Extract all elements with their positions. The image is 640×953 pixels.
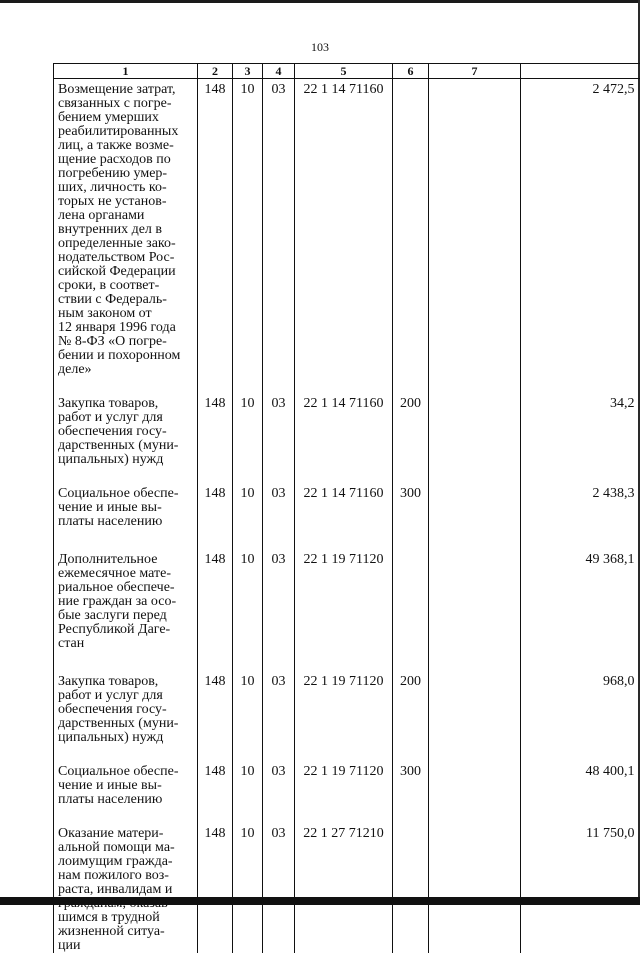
section-code-cell: 10 <box>233 761 263 823</box>
item-name-line: обеспечения госу- <box>58 703 195 717</box>
amount-cell: 48 400,1 <box>521 761 640 823</box>
subsection-code-cell: 03 <box>263 671 295 761</box>
item-name-line: внутренних дел в <box>58 223 195 237</box>
item-name-line: № 8-ФЗ «О погре- <box>58 335 195 349</box>
table-row <box>54 79 640 394</box>
item-name-line: лена органами <box>58 209 195 223</box>
subsection-code-cell: 03 <box>263 823 295 953</box>
item-name-line: работ и услуг для <box>58 411 195 425</box>
ministry-code-cell: 148 <box>198 761 233 823</box>
table-row <box>54 483 640 549</box>
target-article-cell: 22 1 14 71160 <box>295 483 393 549</box>
amount-cell: 11 750,0 <box>521 823 640 953</box>
expense-type-cell: 200 <box>393 671 429 761</box>
item-name-line: торых не установ- <box>58 195 195 209</box>
amount-cell: 49 368,1 <box>521 549 640 671</box>
section-code-cell: 10 <box>233 549 263 671</box>
header-col-1: 1 <box>54 64 198 79</box>
item-name-line: гражданам, оказав- <box>58 897 195 911</box>
header-col-6: 6 <box>393 64 429 79</box>
item-name-line: Закупка товаров, <box>58 675 195 689</box>
item-name-line: сроки, в соответ- <box>58 279 195 293</box>
item-name-line: связанных с погре- <box>58 97 195 111</box>
ministry-code-cell: 148 <box>198 483 233 549</box>
expense-type-cell <box>393 549 429 671</box>
table-row <box>54 549 640 671</box>
target-article-cell: 22 1 14 71160 <box>295 393 393 483</box>
item-name-line: ших, личность ко- <box>58 181 195 195</box>
item-name-line: бением умерших <box>58 111 195 125</box>
ministry-code-cell: 148 <box>198 393 233 483</box>
item-name-line: ципальных) нужд <box>58 453 195 467</box>
subsection-code-cell: 03 <box>263 761 295 823</box>
ministry-code-cell: 148 <box>198 79 233 394</box>
col7-cell <box>429 549 521 671</box>
target-article-cell: 22 1 14 71160 <box>295 79 393 394</box>
item-name-cell <box>54 393 198 483</box>
item-name-line: лиц, а также возме- <box>58 139 195 153</box>
subsection-code-cell: 03 <box>263 483 295 549</box>
item-name-line: ным законом от <box>58 307 195 321</box>
subsection-code-cell: 03 <box>263 549 295 671</box>
item-name-line: жизненной ситуа- <box>58 925 195 939</box>
item-name-line: платы населению <box>58 515 195 529</box>
target-article-cell: 22 1 19 71120 <box>295 671 393 761</box>
item-name-line: чение и иные вы- <box>58 779 195 793</box>
page-number: 103 <box>0 40 640 55</box>
item-name-line: платы населению <box>58 793 195 807</box>
item-name-line: Дополнительное <box>58 553 195 567</box>
item-name-line: Закупка товаров, <box>58 397 195 411</box>
item-name-cell <box>54 823 198 953</box>
item-name-line: сийской Федерации <box>58 265 195 279</box>
table-row <box>54 671 640 761</box>
section-code-cell: 10 <box>233 823 263 953</box>
item-name-line: дарственных (муни- <box>58 717 195 731</box>
item-name-line: стан <box>58 637 195 651</box>
item-name-cell <box>54 761 198 823</box>
item-name-line: определенные зако- <box>58 237 195 251</box>
section-code-cell: 10 <box>233 671 263 761</box>
subsection-code-cell: 03 <box>263 393 295 483</box>
col7-cell <box>429 393 521 483</box>
header-row <box>54 64 640 79</box>
table-row <box>54 761 640 823</box>
expense-type-cell: 200 <box>393 393 429 483</box>
item-name-cell <box>54 671 198 761</box>
item-name-line: ние граждан за осо- <box>58 595 195 609</box>
item-name-line: чение и иные вы- <box>58 501 195 515</box>
budget-table <box>53 63 640 953</box>
section-code-cell: 10 <box>233 483 263 549</box>
item-name-line: щение расходов по <box>58 153 195 167</box>
item-name-line: Возмещение затрат, <box>58 83 195 97</box>
ministry-code-cell: 148 <box>198 549 233 671</box>
expense-type-cell <box>393 79 429 394</box>
item-name-line: ежемесячное мате- <box>58 567 195 581</box>
item-name-line: шимся в трудной <box>58 911 195 925</box>
item-name-line: раста, инвалидам и <box>58 883 195 897</box>
item-name-line: реабилитированных <box>58 125 195 139</box>
amount-cell: 2 438,3 <box>521 483 640 549</box>
expense-type-cell: 300 <box>393 761 429 823</box>
item-name-line: Социальное обеспе- <box>58 487 195 501</box>
amount-cell: 34,2 <box>521 393 640 483</box>
subsection-code-cell: 03 <box>263 79 295 394</box>
header-col-4: 4 <box>263 64 295 79</box>
item-name-line: ции <box>58 939 195 953</box>
item-name-line: нодательством Рос- <box>58 251 195 265</box>
header-col-2: 2 <box>198 64 233 79</box>
item-name-line: нам пожилого воз- <box>58 869 195 883</box>
col7-cell <box>429 79 521 394</box>
item-name-line: альной помощи ма- <box>58 841 195 855</box>
target-article-cell: 22 1 19 71120 <box>295 761 393 823</box>
header-col-3: 3 <box>233 64 263 79</box>
item-name-line: ствии с Федераль- <box>58 293 195 307</box>
col7-cell <box>429 761 521 823</box>
item-name-line: погребению умер- <box>58 167 195 181</box>
col7-cell <box>429 671 521 761</box>
ministry-code-cell: 148 <box>198 671 233 761</box>
item-name-cell <box>54 483 198 549</box>
item-name-cell <box>54 79 198 394</box>
item-name-line: бые заслуги перед <box>58 609 195 623</box>
item-name-cell <box>54 549 198 671</box>
amount-cell: 2 472,5 <box>521 79 640 394</box>
header-col-8 <box>521 64 640 79</box>
item-name-line: 12 января 1996 года <box>58 321 195 335</box>
item-name-line: работ и услуг для <box>58 689 195 703</box>
item-name-line: Социальное обеспе- <box>58 765 195 779</box>
header-col-5: 5 <box>295 64 393 79</box>
expense-type-cell: 300 <box>393 483 429 549</box>
target-article-cell: 22 1 19 71120 <box>295 549 393 671</box>
item-name-line: деле» <box>58 363 195 377</box>
item-name-line: Оказание матери- <box>58 827 195 841</box>
target-article-cell: 22 1 27 71210 <box>295 823 393 953</box>
item-name-line: риальное обеспече- <box>58 581 195 595</box>
table-row <box>54 393 640 483</box>
item-name-line: обеспечения госу- <box>58 425 195 439</box>
item-name-line: ципальных) нужд <box>58 731 195 745</box>
header-col-7: 7 <box>429 64 521 79</box>
ministry-code-cell: 148 <box>198 823 233 953</box>
amount-cell: 968,0 <box>521 671 640 761</box>
section-code-cell: 10 <box>233 393 263 483</box>
expense-type-cell <box>393 823 429 953</box>
item-name-line: лоимущим гражда- <box>58 855 195 869</box>
col7-cell <box>429 823 521 953</box>
item-name-line: бении и похоронном <box>58 349 195 363</box>
col7-cell <box>429 483 521 549</box>
scan-edge-top <box>0 0 640 3</box>
item-name-line: Республикой Даге- <box>58 623 195 637</box>
item-name-line: дарственных (муни- <box>58 439 195 453</box>
table-row <box>54 823 640 953</box>
section-code-cell: 10 <box>233 79 263 394</box>
